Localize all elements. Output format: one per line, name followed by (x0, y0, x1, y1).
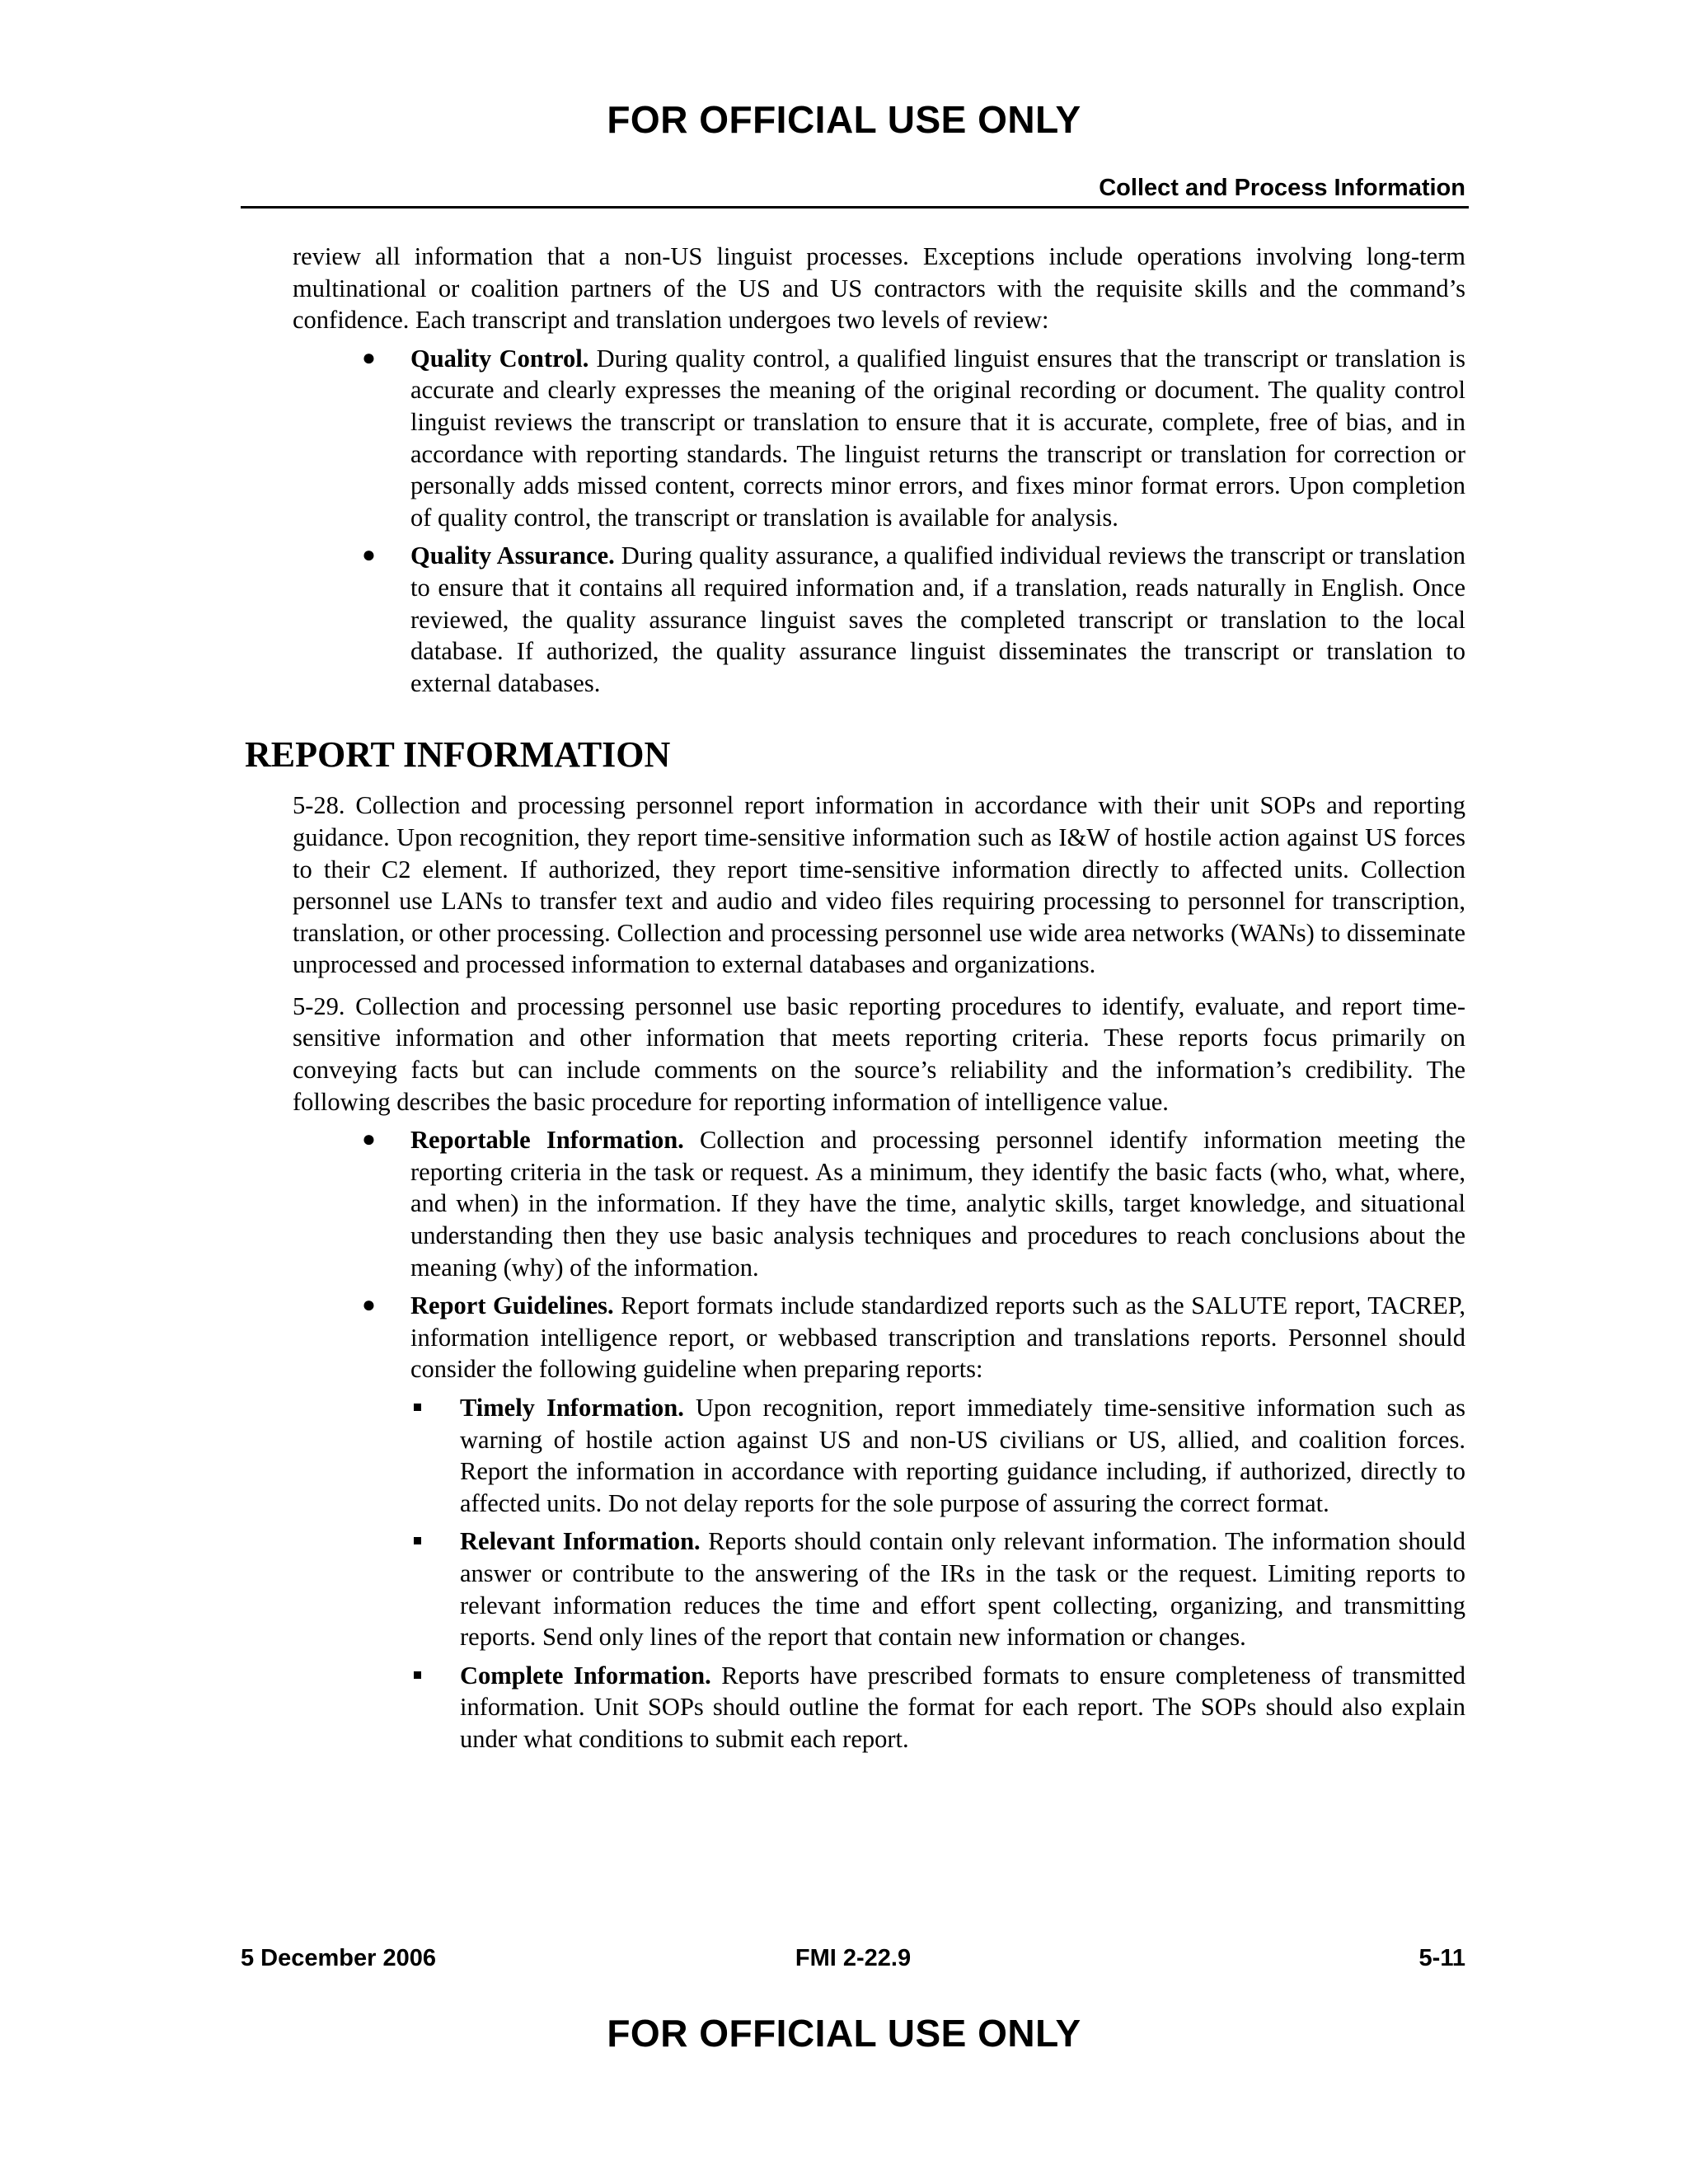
sub-list-item (410, 1660, 1465, 1755)
list-item-text: Collection and processing personnel identify information meeting the reporting criteria in the task or request. As a minimum, they identify the basic facts (who, what, where, and when) in the information. If they have the time, analytic skills, target knowledge, and situational understanding then they use basic analysis techniques and procedures to reach conclusions about the meaning (why) of the information. (410, 1126, 1465, 1282)
square-bullet-icon (414, 1537, 421, 1544)
page-footer (241, 1945, 1465, 1975)
list-item-text: During quality assurance, a qualified individual reviews the transcript or translation to ensure that it contains all required information and, if a translation, reads naturally in English. Once reviewed, the quality assurance linguist saves the completed transcript or translation to the local database. If authorized, the quality assurance linguist disseminates the transcript or translation to external databases. (410, 541, 1465, 697)
intro-paragraph: review all information that a non-US linguist processes. Exceptions include operations involving long-term multinational or coalition partners of the US and US contractors with the requisite skills and the command’s confidence. Each transcript and translation undergoes two levels of review: (293, 242, 1465, 335)
bullet-icon: ● (362, 1127, 376, 1153)
list-item-text: During quality control, a qualified linguist ensures that the transcript or translation is accurate and clearly expresses the meaning of the original recording or document. The quality control linguist reviews the transcript or translation to ensure that it is accurate, complete, free of bias, and in accordance with reporting standards. The linguist returns the transcript or translation for correction or personally adds missed content, corrects minor errors, and fixes minor format errors. Upon completion of quality control, the transcript or translation is available for analysis. (410, 344, 1465, 532)
sub-list-item (410, 1392, 1465, 1519)
sub-list-item-term: Relevant Information. (460, 1527, 701, 1556)
square-bullet-icon (414, 1404, 421, 1411)
list-item (293, 343, 1465, 534)
running-head: Collect and Process Information (1099, 175, 1465, 201)
sub-list-item-term: Complete Information. (460, 1661, 711, 1690)
sub-list-item (410, 1526, 1465, 1652)
paragraph-5-28: 5-28. Collection and processing personnel report information in accordance with their unit SOPs and reporting guidance. Upon recognition, they report time-sensitive information such as I&W of hostile action against US forces to their C2 element. If authorized, they report time-sensitive information directly to affected units. Collection personnel use LANs to transfer text and audio and video files requiring processing to personnel for transcription, translation, or other processing. Collection and processing personnel use wide area networks (WANs) to disseminate unprocessed and processed information to external databases and organizations. (293, 791, 1465, 979)
guidelines-list (410, 1392, 1465, 1755)
bullet-icon: ● (362, 1292, 376, 1319)
header-rule (241, 206, 1469, 209)
footer-publication: FMI 2-22.9 (795, 1945, 912, 1971)
list-item (293, 1124, 1465, 1283)
review-levels-list (293, 343, 1465, 700)
bullet-icon: ● (362, 344, 376, 371)
section-heading: REPORT INFORMATION (245, 734, 671, 776)
sub-list-item-text: Reports have prescribed formats to ensure completeness of transmitted information. Unit SOPs should outline the format for each report. The SOPs should also explain under what conditions to submit each report. (460, 1661, 1465, 1753)
list-item-term: Quality Control. (410, 344, 589, 373)
page-body (245, 241, 1466, 1755)
list-item (293, 540, 1465, 699)
bullet-icon: ● (362, 542, 376, 569)
list-item-term: Quality Assurance. (410, 541, 615, 570)
list-item-text: Report formats include standardized reports such as the SALUTE report, TACREP, information intelligence report, or webbased transcription and translations reports. Personnel should consider the following guideline when preparing reports: (410, 1291, 1466, 1384)
footer-page-number: 5-11 (1418, 1945, 1465, 1971)
footer-date: 5 December 2006 (241, 1945, 436, 1971)
sub-list-item-term: Timely Information. (460, 1394, 684, 1422)
sub-list-item-text: Reports should contain only relevant information. The information should answer or contribute to the answering of the IRs in the task or the request. Limiting reports to relevant information reduces the time and effort spent collecting, organizing, and transmitting reports. Send only lines of the report that contain new information or changes. (460, 1527, 1465, 1652)
paragraph-5-29: 5-29. Collection and processing personnel use basic reporting procedures to identify, evaluate, and report time-sensitive information and other information that meets reporting criteria. These reports focus primarily on conveying facts but can include comments on the source’s reliability and the information’s credibility. The following describes the basic procedure for reporting information of intelligence value. (293, 991, 1465, 1116)
list-item-term: Report Guidelines. (410, 1291, 614, 1320)
security-marking-bottom: FOR OFFICIAL USE ONLY (607, 2012, 1081, 2055)
sub-list-item-text: Upon recognition, report immediately time-sensitive information such as warning of hostile action against US and non-US civilians or US, allied, and coalition forces. Report the information in accordance with reporting guidance including, if authorized, directly to affected units. Do not delay reports for the sole purpose of assuring the correct format. (460, 1394, 1465, 1517)
reporting-list (293, 1124, 1465, 1755)
list-item-term: Reportable Information. (410, 1126, 684, 1155)
security-marking-top: FOR OFFICIAL USE ONLY (607, 98, 1081, 141)
square-bullet-icon (414, 1671, 421, 1679)
list-item (293, 1290, 1465, 1755)
